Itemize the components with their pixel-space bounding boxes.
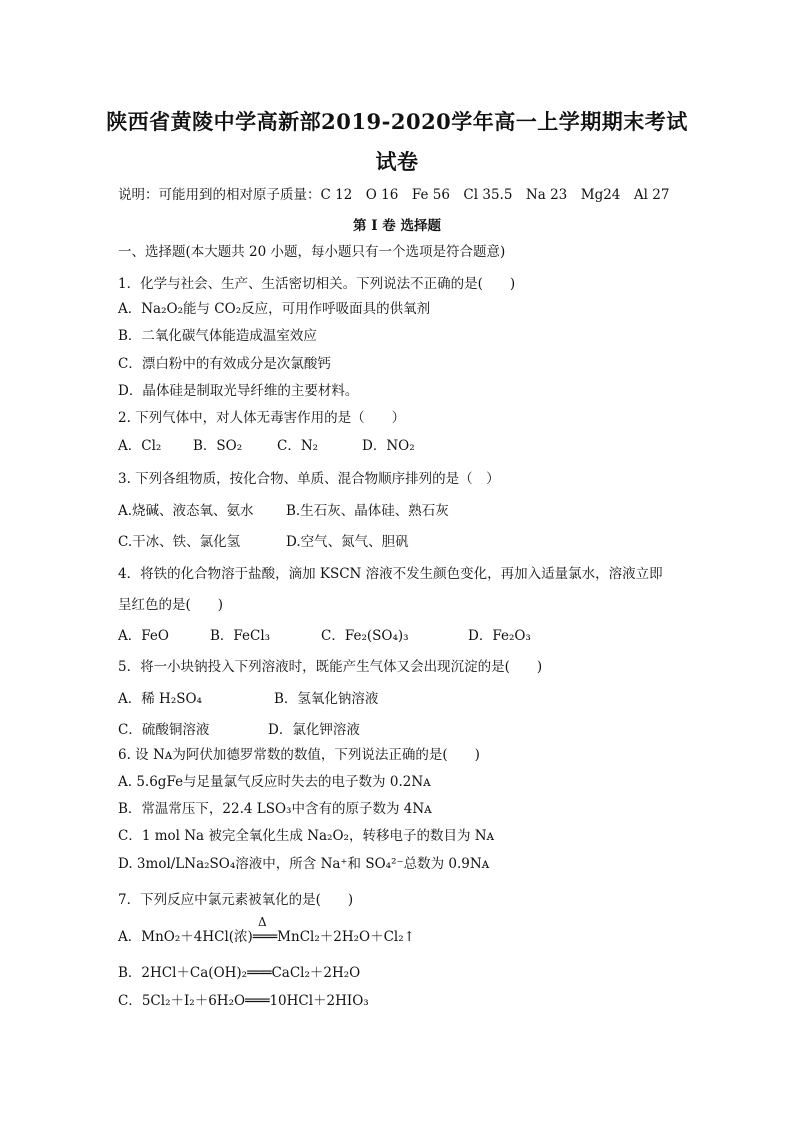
q3-option-d: D.空气、氮气、胆矾 <box>286 534 409 550</box>
part-heading: 一、选择题(本大题共 20 小题，每小题只有一个选项是符合题意) <box>118 244 506 260</box>
q7-option-c: C．5Cl₂＋I₂＋6H₂O═══10HCl＋2HIO₃ <box>118 993 369 1009</box>
q6-option-d: D. 3mol/LNa₂SO₄溶液中，所含 Na⁺和 SO₄²⁻总数为 0.9Nᴀ <box>118 856 490 872</box>
q3-option-c: C.干冰、铁、氯化氢 <box>118 534 241 550</box>
q6-stem: 6. 设 Nᴀ为阿伏加德罗常数的数值，下列说法正确的是( ) <box>118 747 480 763</box>
q7-option-a-condition: Δ <box>258 915 267 929</box>
q5-option-a: A．稀 H₂SO₄ <box>118 691 202 707</box>
q1-option-d: D．晶体硅是制取光导纤维的主要材料。 <box>118 383 359 399</box>
q7-option-b: B．2HCl＋Ca(OH)₂═══CaCl₂＋2H₂O <box>118 965 361 981</box>
q1-option-b: B．二氧化碳气体能造成温室效应 <box>118 328 317 344</box>
q2-option-c: C．N₂ <box>277 438 319 454</box>
section-heading: 第 I 卷 选择题 <box>353 218 441 234</box>
q3-option-b: B.生石灰、晶体硅、熟石灰 <box>286 503 449 519</box>
q2-stem: 2. 下列气体中，对人体无毒害作用的是（ ） <box>118 410 406 426</box>
q6-option-c: C．1 mol Na 被完全氧化生成 Na₂O₂，转移电子的数目为 Nᴀ <box>118 828 495 844</box>
q7-stem: 7．下列反应中氯元素被氧化的是( ) <box>118 892 354 908</box>
q5-option-c: C．硫酸铜溶液 <box>118 722 210 738</box>
q2-option-a: A．Cl₂ <box>118 438 162 454</box>
q7-option-a: A．MnO₂＋4HCl(浓)═══MnCl₂＋2H₂O＋Cl₂↑ <box>118 929 415 945</box>
q2-option-b: B．SO₂ <box>193 438 243 454</box>
q3-option-a: A.烧碱、液态氧、氨水 <box>118 503 254 519</box>
q1-option-c: C．漂白粉中的有效成分是次氯酸钙 <box>118 356 331 372</box>
q4-option-a: A．FeO <box>118 628 169 644</box>
q5-option-d: D．氯化钾溶液 <box>268 722 360 738</box>
q6-option-a: A. 5.6gFe与足量氯气反应时失去的电子数为 0.2Nᴀ <box>118 774 431 790</box>
q4-option-d: D．Fe₂O₃ <box>468 628 531 644</box>
note-line: 说明：可能用到的相对原子质量：C 12 O 16 Fe 56 Cl 35.5 Na 23 Mg24 Al 27 <box>118 187 670 203</box>
exam-title-line2: 试卷 <box>375 149 419 174</box>
q1-stem: 1．化学与社会、生产、生活密切相关。下列说法不正确的是( ) <box>118 276 516 292</box>
q3-stem: 3. 下列各组物质，按化合物、单质、混合物顺序排列的是（ ） <box>118 471 500 487</box>
q1-option-a: A．Na₂O₂能与 CO₂反应，可用作呼吸面具的供氧剂 <box>118 301 431 317</box>
q4-stem-line1: 4．将铁的化合物溶于盐酸，滴加 KSCN 溶液不发生颜色变化，再加入适量氯水，溶液立即 <box>118 566 663 582</box>
q5-option-b: B．氢氧化钠溶液 <box>274 691 379 707</box>
q5-stem: 5．将一小块钠投入下列溶液时，既能产生气体又会出现沉淀的是( ) <box>118 659 543 675</box>
q4-option-c: C．Fe₂(SO₄)₃ <box>321 628 409 644</box>
q4-stem-line2: 呈红色的是( ) <box>118 597 224 613</box>
q6-option-b: B．常温常压下，22.4 LSO₃中含有的原子数为 4Nᴀ <box>118 801 432 817</box>
exam-title-line1: 陕西省黄陵中学高新部2019-2020学年高一上学期期末考试 <box>106 109 688 134</box>
q4-option-b: B．FeCl₃ <box>210 628 271 644</box>
q2-option-d: D．NO₂ <box>362 438 415 454</box>
